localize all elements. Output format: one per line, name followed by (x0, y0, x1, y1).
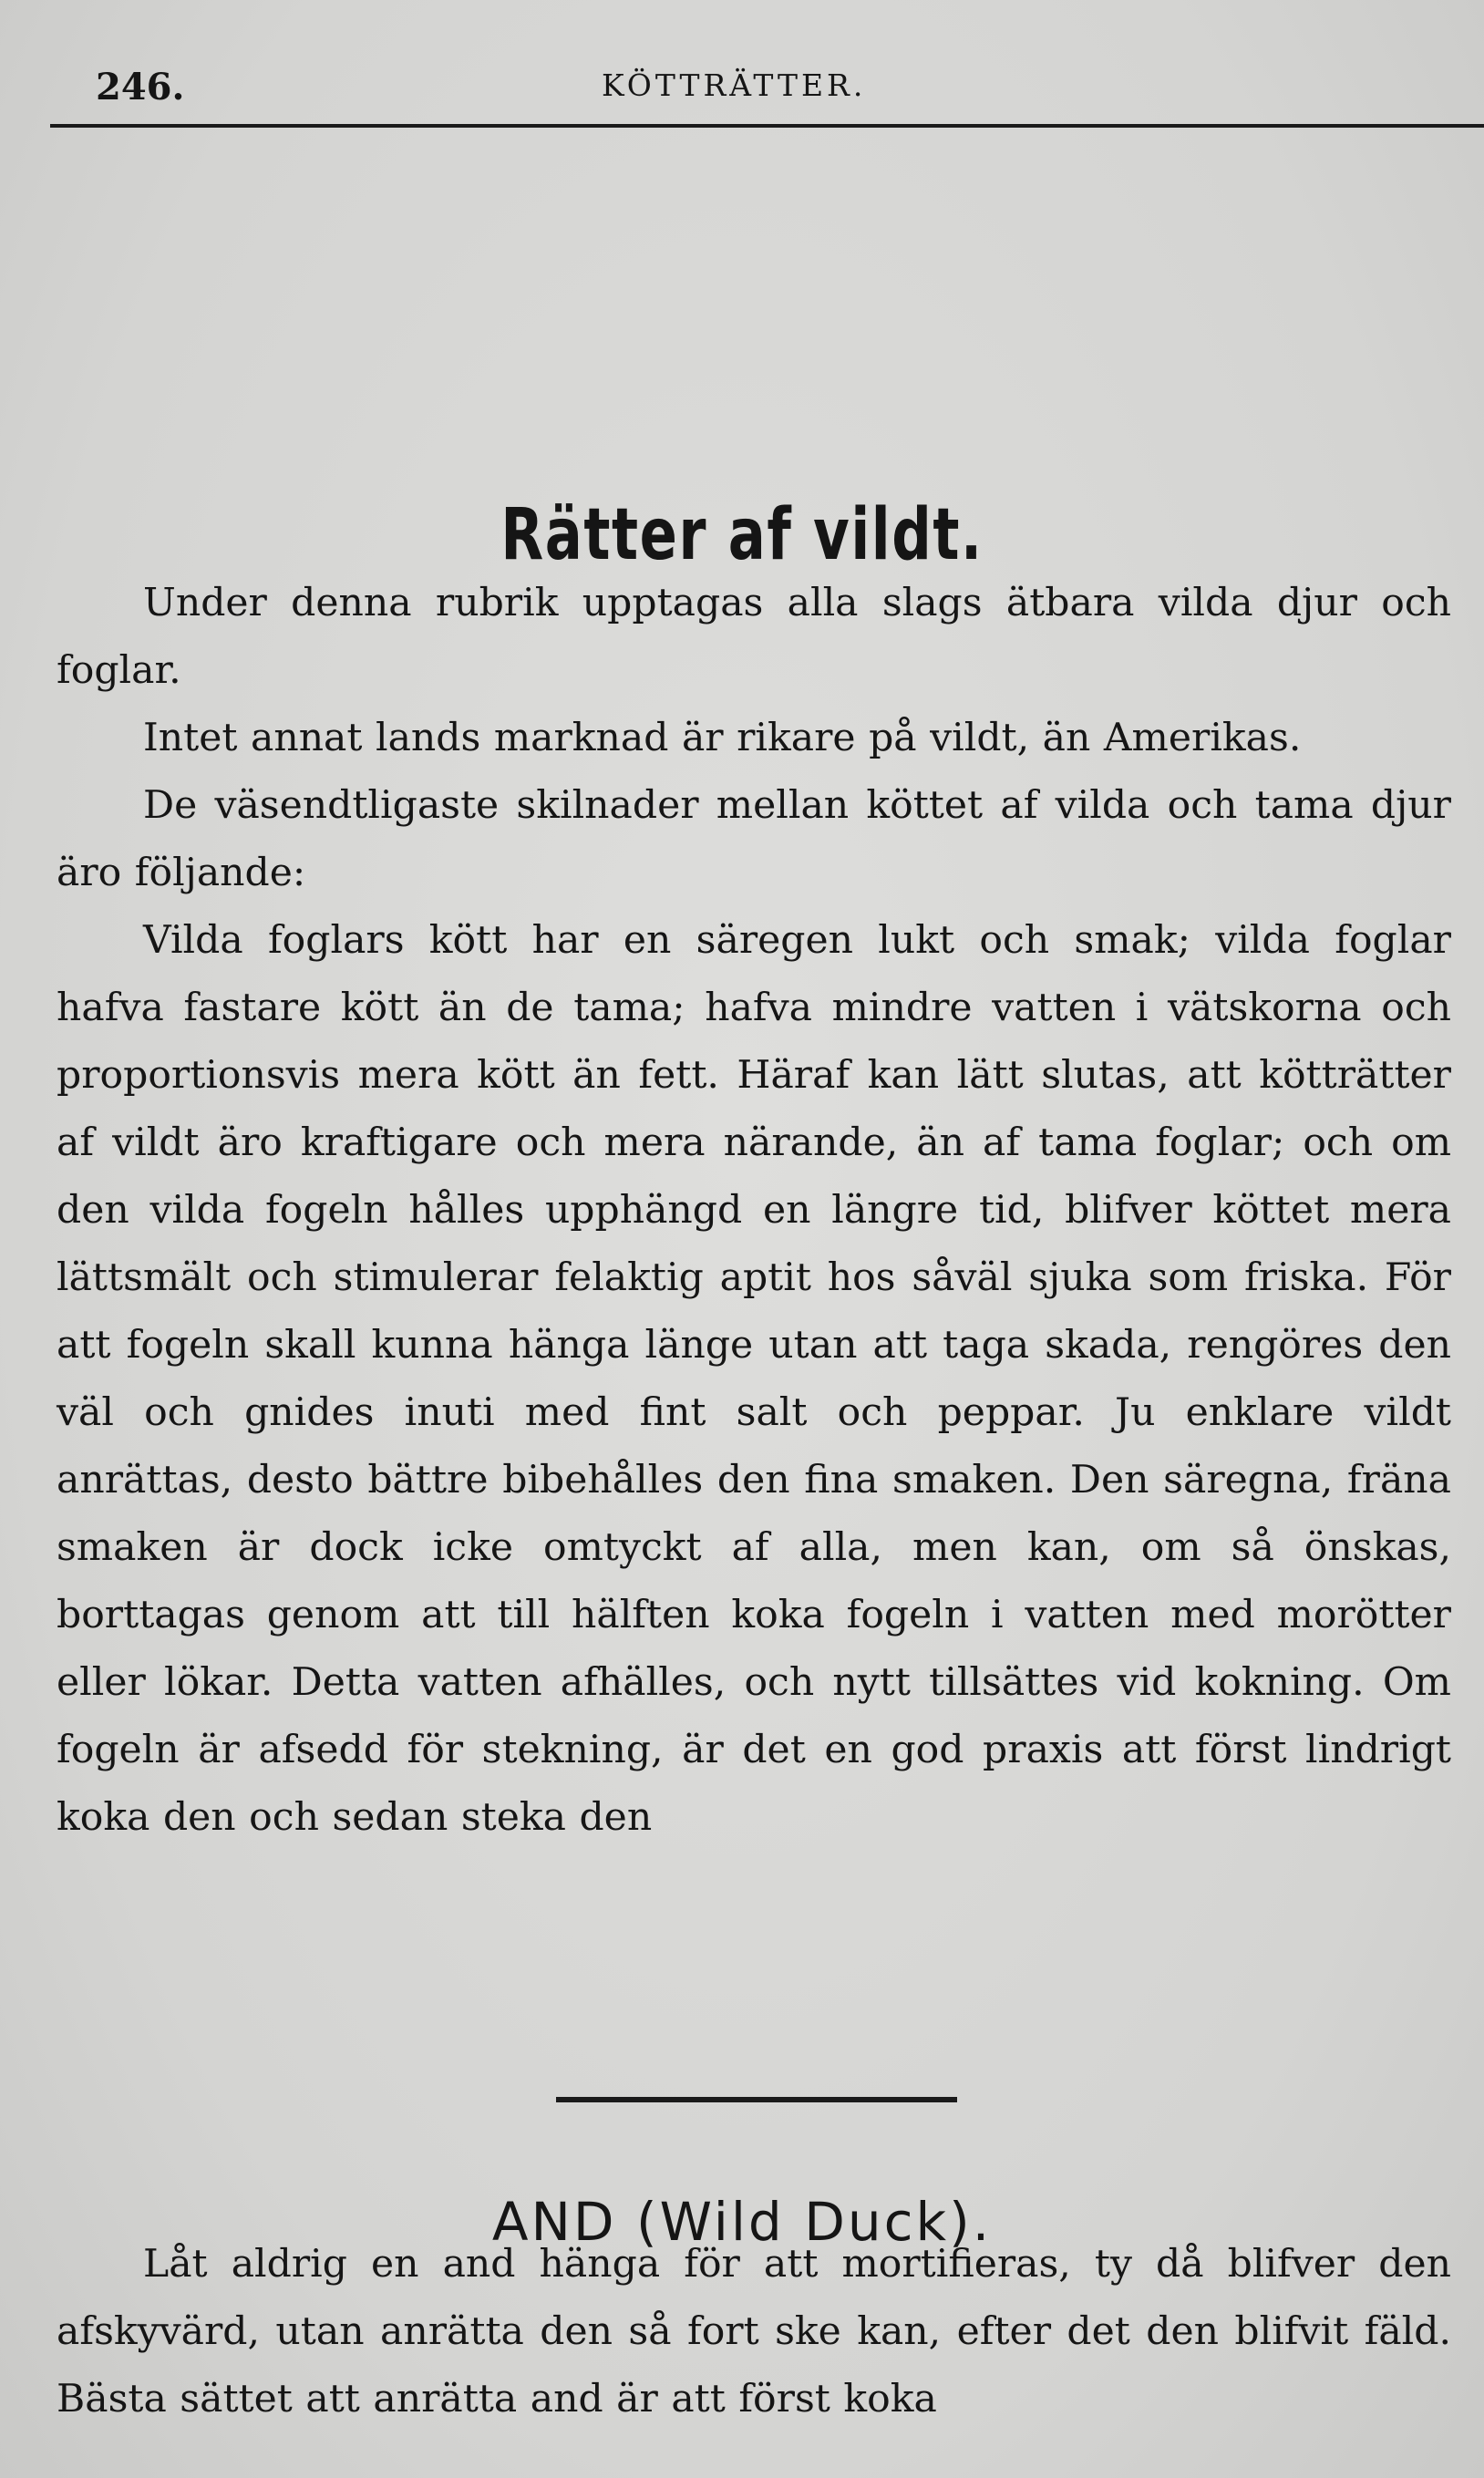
recipe-paragraph: Låt aldrig en and hänga för att mortifieras, ty då blifver den afskyvärd, utan anrätta den så fort ske kan, efter det den blifvit fäld. Bästa sättet att anrätta and är att först koka (57, 2242, 1451, 2421)
running-title: KÖTTRÄTTER. (602, 67, 867, 103)
page-number: 246. (96, 66, 185, 108)
intro-paragraph-3: De väsendtligaste skilnader mellan köttet af vilda och tama djur äro följande: (57, 783, 1451, 895)
header-rule (50, 124, 1484, 128)
running-head (55, 55, 1448, 119)
section-divider (556, 2097, 957, 2102)
intro-paragraph-2: Intet annat lands marknad är rikare på vildt, än Amerikas. (143, 716, 1302, 760)
recipe-text (57, 2231, 1451, 2433)
intro-paragraph-1: Under denna rubrik upptagas alla slags ätbara vilda djur och foglar. (57, 581, 1451, 693)
section-heading: Rätter af vildt. (500, 494, 984, 577)
intro-text (57, 570, 1451, 1852)
intro-paragraph-4: Vilda foglars kött har en säregen lukt och smak; vilda foglar hafva fastare kött än de tama; hafva mindre vatten i vätskorna och proportionsvis mera kött än fett. Häraf kan lätt slutas, att kötträtter af vildt äro kraftigare och mera närande, än af tama foglar; och om den vilda fogeln hålles upphängd en längre tid, blifver köttet mera lättsmält och stimulerar felaktig aptit hos såväl sjuka som friska. För att fogeln skall kunna hänga länge utan att taga skada, rengöres den väl och gnides inuti med fint salt och peppar. Ju enklare vildt anrättas, desto bättre bibehålles den fina smaken. Den säregna, fräna smaken är dock icke omtyckt af alla, men kan, om så önskas, borttagas genom att till hälften koka fogeln i vatten med morötter eller lökar. Detta vatten afhälles, och nytt tillsättes vid kokning. Om fogeln är afsedd för stekning, är det en god praxis att först lindrigt koka den och sedan steka den (57, 918, 1451, 1840)
recipe-heading: AND (Wild Duck). (491, 2191, 993, 2254)
